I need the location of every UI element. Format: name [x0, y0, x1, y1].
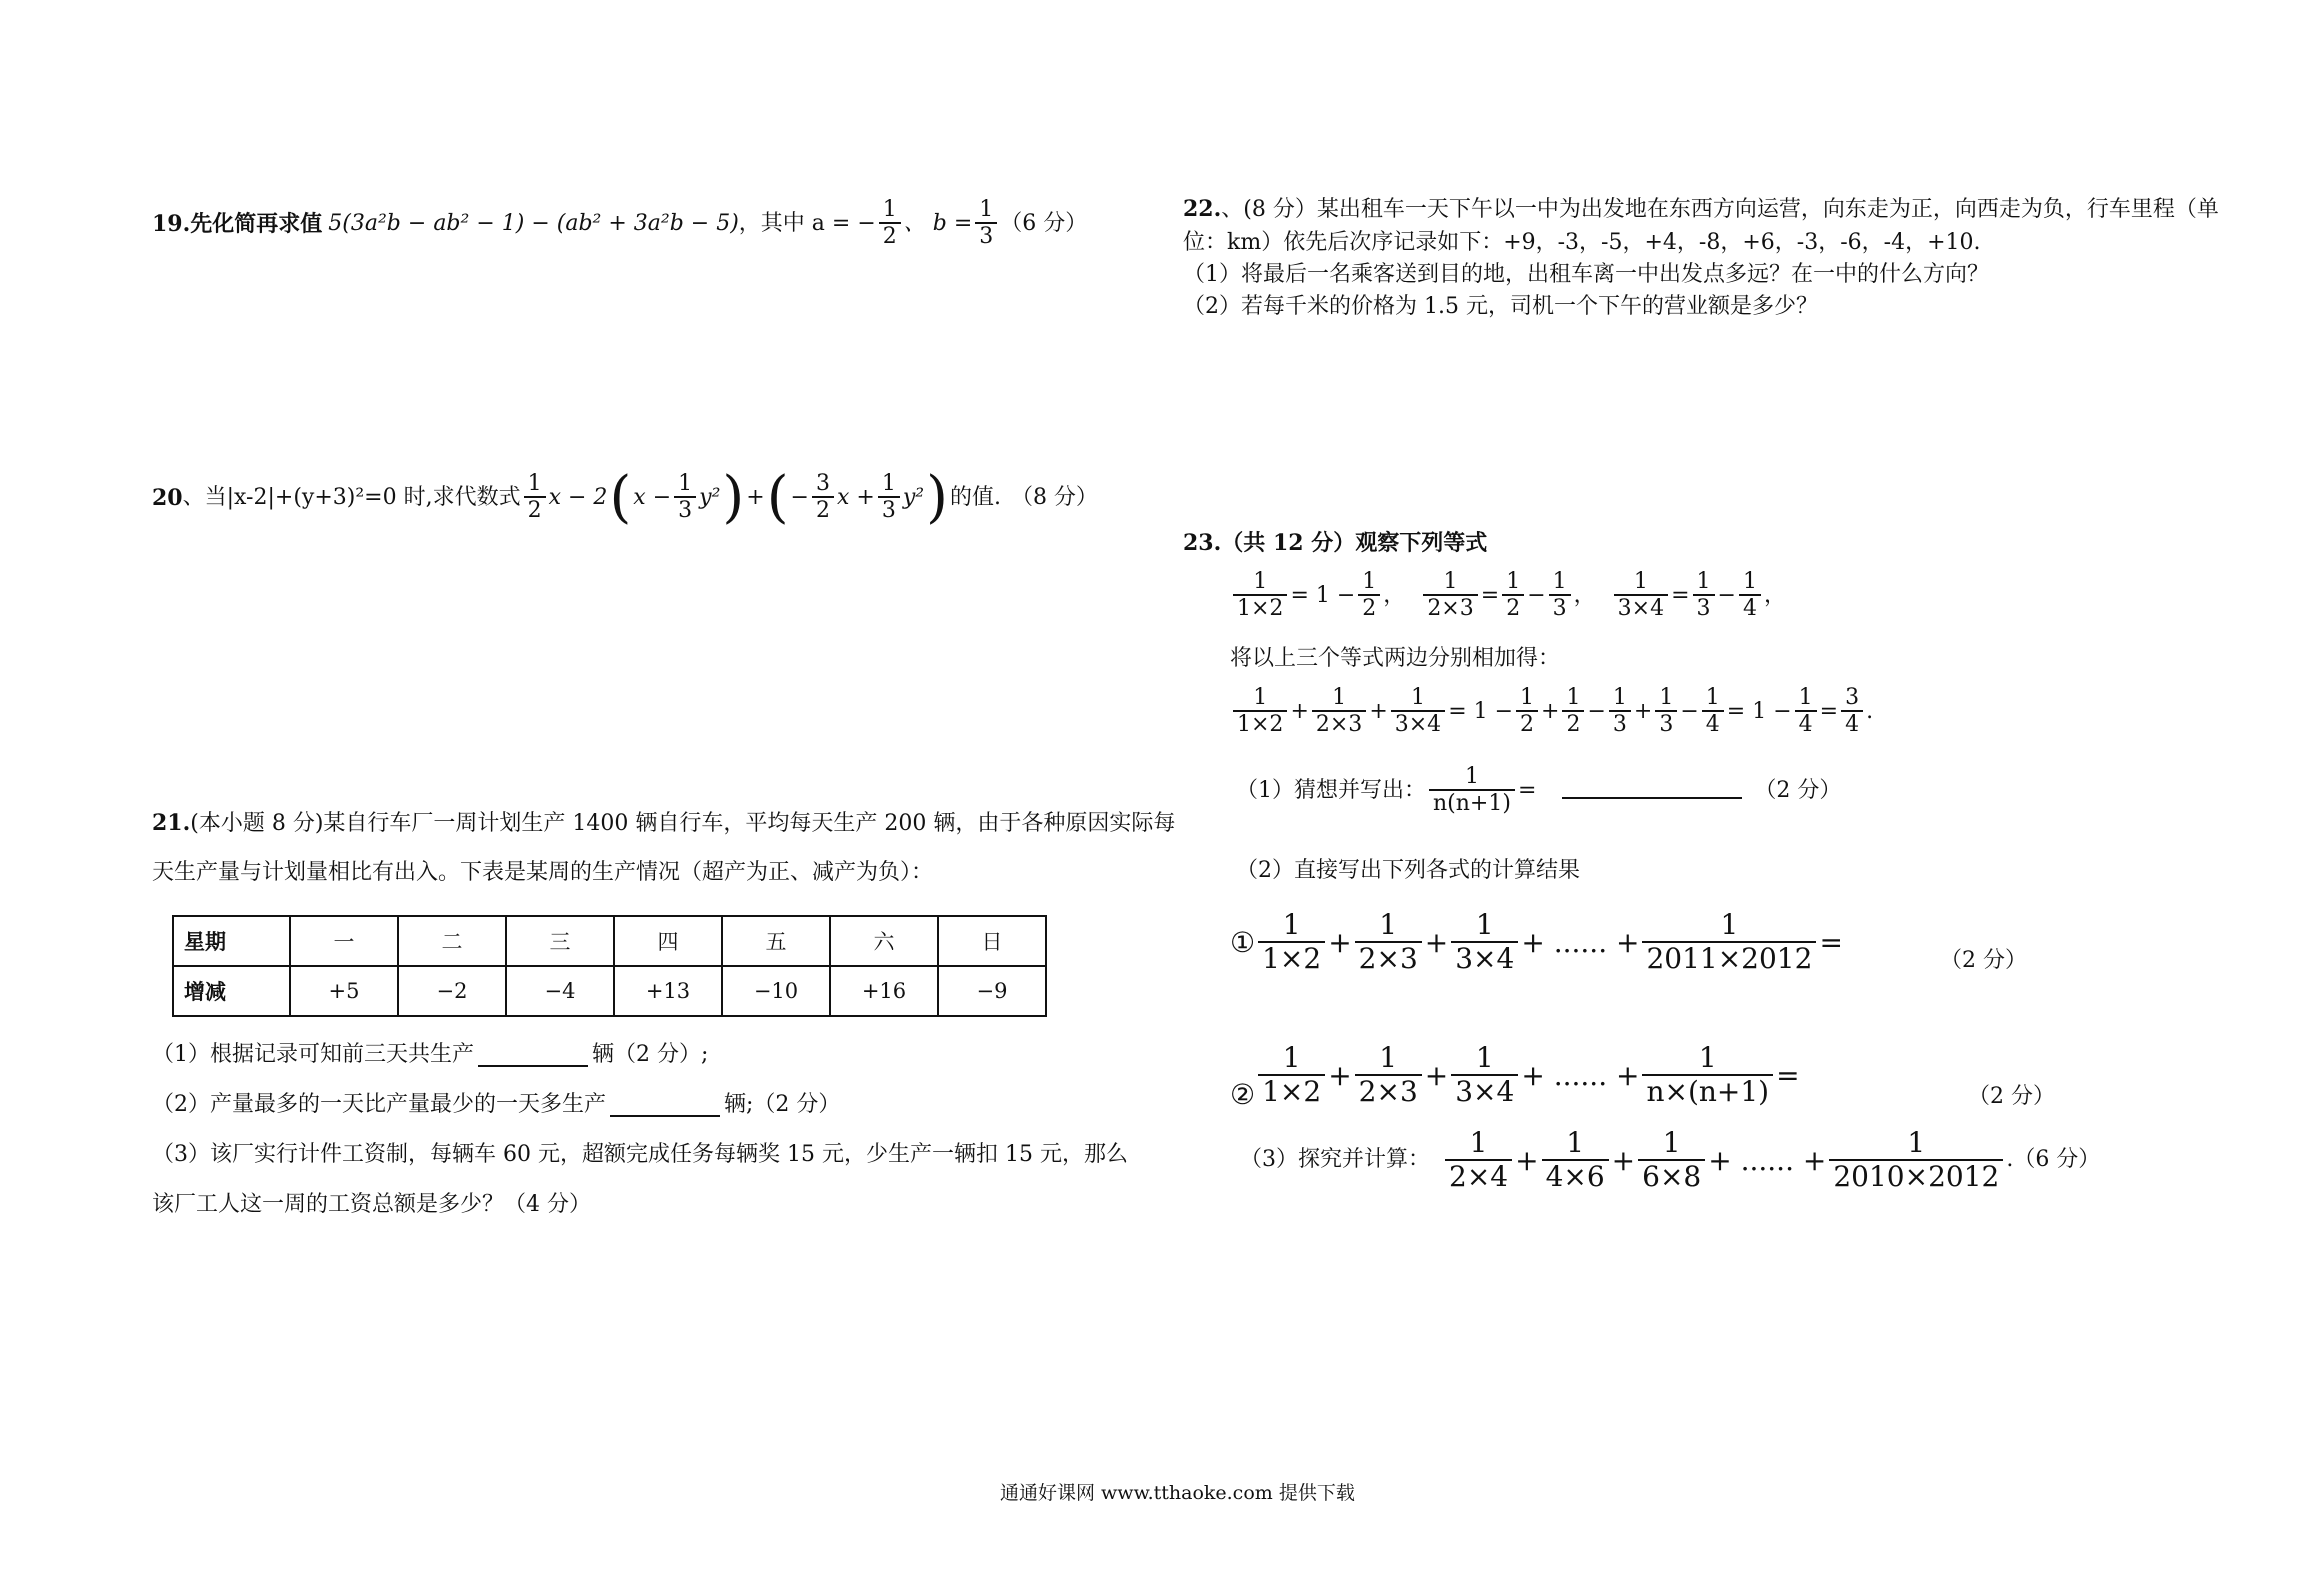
page-footer: 通通好课网 www.tthaoke.com 提供下载 — [1000, 1482, 1355, 1504]
q19-sep: 、 b = — [903, 210, 973, 236]
q23-series-1-points: （2 分） — [1940, 948, 2027, 973]
q21-part-3-2: 该厂工人这一周的工资总额是多少？（4 分） — [152, 1192, 591, 1217]
table-header-cell: 星期 — [173, 916, 290, 966]
table-cell: +16 — [830, 966, 938, 1016]
q20-plus: + — [746, 484, 765, 510]
table-header-cell: 六 — [830, 916, 938, 966]
q21-intro-2: 天生产量与计划量相比有出入。下表是某周的生产情况（超产为正、减产为负）： — [152, 860, 934, 885]
answer-blank — [478, 1043, 588, 1067]
q19-a-fraction: $\frac{1}{2}$ — [879, 198, 901, 249]
q21-intro-1: 21.(本小题 8 分)某自行车厂一周计划生产 1400 辆自行车，平均每天生产 200 辆，由于各种原因实际每 — [152, 810, 1176, 836]
q19 — [152, 198, 1087, 249]
q20-frac-4: $\frac{1}{3}$ — [878, 472, 900, 523]
q23-series-1: ① $\frac{1}{1\times 2}$ + $\frac{1}{2\times 3}$ + $\frac{1}{3\times 4}$ + ...... + $\frac{1}{2011\times 2012}$ = — [1230, 908, 1843, 975]
table-cell: 增减 — [173, 966, 290, 1016]
q19-where: ，其中 a = − — [738, 210, 876, 236]
q21-part-1: （1）根据记录可知前三天共生产 辆（2 分）; — [152, 1042, 709, 1067]
q19-points: （6 分） — [1000, 210, 1088, 236]
q20-frac-1: $\frac{1}{2}$ — [524, 472, 546, 523]
q23-part-1: （1）猜想并写出： $\frac{1}{n(n+1)}$ = （2 分） — [1236, 764, 1842, 817]
table-cell: −9 — [938, 966, 1046, 1016]
q23-series-2: ② $\frac{1}{1\times 2}$ + $\frac{1}{2\times 3}$ + $\frac{1}{3\times 4}$ + ...... + $\frac{1}{n\times(n+1)}$ = — [1230, 1041, 1800, 1111]
q23-series-2-points: （2 分） — [1968, 1084, 2055, 1109]
q19-label: 19. — [152, 210, 191, 237]
q23-part-3: （3）探究并计算： $\frac{1}{2\times 4}$ + $\frac{1}{4\times 6}$ + $\frac{1}{6\times 8}$ + ...... + $\frac{1}{2010\times 2012}$ .（6 分） — [1240, 1126, 2101, 1193]
q20-term-2-var: y² — [699, 484, 721, 510]
q20-term-1: x − 2 — [548, 484, 608, 510]
table-cell: −2 — [398, 966, 506, 1016]
q21-part-2: （2）产量最多的一天比产量最少的一天多生产 辆;（2 分） — [152, 1092, 841, 1117]
q21-label: 21. — [152, 810, 191, 836]
q20-tail: 的值. — [949, 484, 1001, 510]
q20-term-2-pre: x − — [633, 484, 672, 510]
q20: 20 、当|x-2|+(y+3)²=0 时,求代数式 $\frac{1}{2}$ x − 2 ( x − $\frac{1}{3}$ y² ) + ( − $\frac{3}{2}$ x + $\frac{1}{3}$ y² ) 的值. （8 分） — [152, 465, 1098, 530]
q21-part-3-1: （3）该厂实行计件工资制，每辆车 60 元，超额完成任务每辆奖 15 元，少生产一辆扣 15 元，那么 — [152, 1142, 1128, 1167]
q20-condition: 、当|x-2|+(y+3)²=0 时,求代数式 — [182, 484, 521, 510]
q20-label: 20 — [152, 484, 183, 511]
q20-term-4-var: y² — [902, 484, 925, 510]
q19-b-fraction: $\frac{1}{3}$ — [975, 198, 997, 249]
table-cell: +13 — [614, 966, 722, 1016]
table-header-cell: 三 — [506, 916, 614, 966]
q23-sum-intro: 将以上三个等式两边分别相加得： — [1230, 646, 1561, 671]
q23-label: 23. — [1183, 530, 1222, 556]
q19-expression: 5(3a²b − ab² − 1) − (ab² + 3a²b − 5) — [328, 210, 739, 236]
q22-line-1: 22.、(8 分）某出租车一天下午以一中为出发地在东西方向运营，向东走为正，向西走为负，行车里程（单 — [1183, 196, 2219, 222]
table-row — [173, 916, 1046, 966]
q23-part-2: （2）直接写出下列各式的计算结果 — [1236, 858, 1580, 883]
q20-points: （8 分） — [1010, 484, 1098, 510]
q22-part-1: （1）将最后一名乘客送到目的地，出租车离一中出发点多远？在一中的什么方向？ — [1183, 262, 1989, 287]
q20-term-3-mid: x + — [836, 484, 875, 510]
q20-frac-2: $\frac{1}{3}$ — [674, 472, 696, 523]
q23-sum-equation: $\frac{1}{1\times 2}$ + $\frac{1}{2\times 3}$ + $\frac{1}{3\times 4}$ = 1 − $\frac{1}{2}$ + $\frac{1}{2}$ − $\frac{1}{3}$ + $\frac{1}{3}$ − $\frac{1}{4}$ = 1 − $\frac{1}{4}$ = $\frac{3}{4}$ . — [1230, 686, 1873, 737]
q22-label: 22. — [1183, 196, 1222, 222]
q22-part-2: （2）若每千米的价格为 1.5 元，司机一个下午的营业额是多少？ — [1183, 294, 1818, 319]
table-cell: −4 — [506, 966, 614, 1016]
table-header-cell: 五 — [722, 916, 830, 966]
table-header-cell: 日 — [938, 916, 1046, 966]
table-cell: −10 — [722, 966, 830, 1016]
table-row — [173, 966, 1046, 1016]
q22-line-2: 位：km）依先后次序记录如下：+9，-3，-5，+4，-8，+6，-3，-6，-4，+10. — [1183, 230, 1981, 255]
table-header-cell: 一 — [290, 916, 398, 966]
q23-observed-equations: $\frac{1}{1\times 2}$ = 1 − $\frac{1}{2}$ ， $\frac{1}{2\times 3}$ = $\frac{1}{2}$ − $\frac{1}{3}$ ， $\frac{1}{3\times 4}$ = $\frac{1}{3}$ − $\frac{1}{4}$ ， — [1230, 570, 1786, 621]
answer-blank — [1562, 783, 1742, 799]
q23-title: 23.（共 12 分）观察下列等式 — [1183, 530, 1488, 556]
answer-blank — [610, 1093, 720, 1117]
production-table — [172, 915, 1047, 1017]
table-cell: +5 — [290, 966, 398, 1016]
table-header-cell: 四 — [614, 916, 722, 966]
q20-term-3-pre: − — [790, 484, 809, 510]
q19-title: 先化简再求值 — [190, 210, 323, 237]
table-header-cell: 二 — [398, 916, 506, 966]
q20-frac-3: $\frac{3}{2}$ — [812, 472, 834, 523]
